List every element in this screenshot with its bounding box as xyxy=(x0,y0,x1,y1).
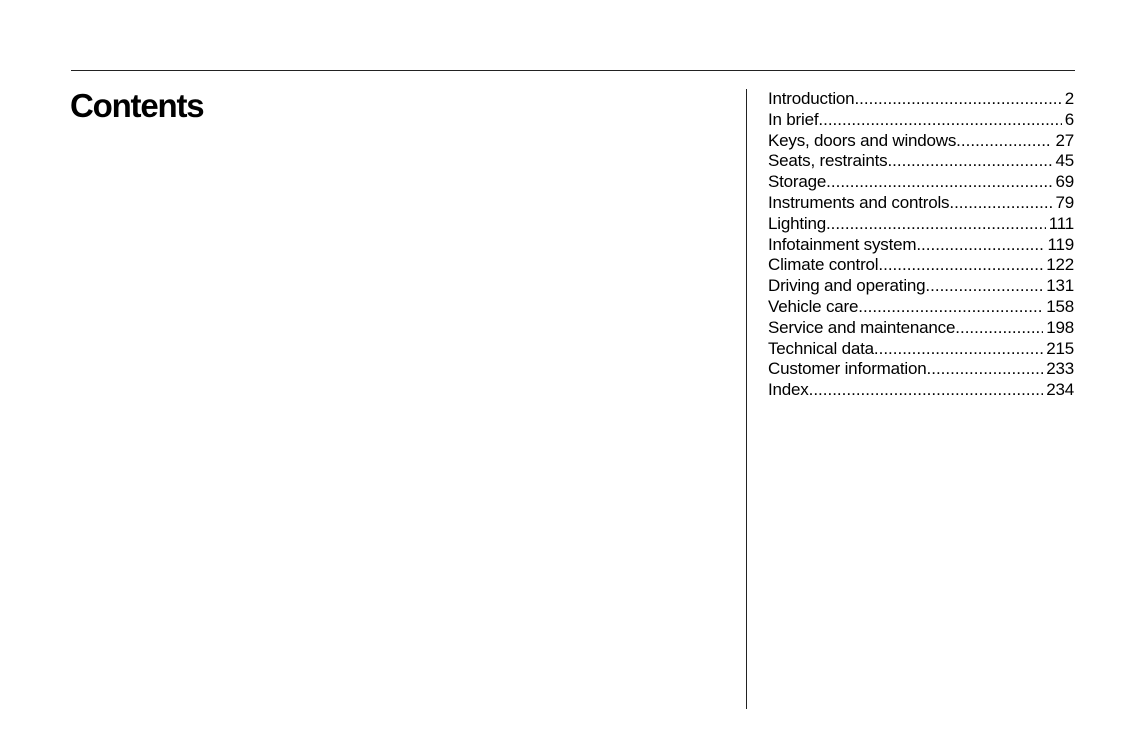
column-divider xyxy=(746,89,747,709)
toc-entry-page: 131 xyxy=(1046,276,1074,296)
toc-entry-customer-information[interactable] xyxy=(768,359,1074,380)
toc-entry-page: 215 xyxy=(1046,338,1074,358)
toc-entry-label: Lighting xyxy=(768,213,826,233)
toc-entry-page: 6 xyxy=(1064,109,1074,129)
toc-entry-lighting[interactable] xyxy=(768,214,1074,235)
toc-entry-service-maintenance[interactable] xyxy=(768,318,1074,339)
toc-entry-label: Driving and operating xyxy=(768,276,926,296)
toc-dot-leader xyxy=(927,359,1044,380)
toc-entry-label: Index xyxy=(768,380,809,400)
toc-entry-technical-data[interactable] xyxy=(768,339,1074,360)
toc-entry-label: Seats, restraints xyxy=(768,151,888,171)
toc-entry-label: Climate control xyxy=(768,255,879,275)
toc-entry-page: 119 xyxy=(1047,234,1074,254)
toc-entry-label: Instruments and controls xyxy=(768,192,950,212)
toc-entry-label: Keys, doors and windows xyxy=(768,130,957,150)
toc-entry-page: 122 xyxy=(1046,255,1074,275)
toc-entry-introduction[interactable] xyxy=(768,89,1074,110)
toc-dot-leader xyxy=(858,297,1043,318)
toc-entry-page: 27 xyxy=(1055,130,1074,150)
toc-entry-in-brief[interactable] xyxy=(768,110,1074,131)
toc-entry-label: Infotainment system xyxy=(768,234,917,254)
toc-dot-leader xyxy=(956,131,1052,152)
toc-dot-leader xyxy=(809,380,1044,401)
toc-entry-label: Customer information xyxy=(768,359,927,379)
toc-entry-driving-operating[interactable] xyxy=(768,276,1074,297)
toc-dot-leader xyxy=(826,172,1052,193)
toc-dot-leader xyxy=(916,235,1044,256)
toc-entry-infotainment-system[interactable] xyxy=(768,235,1074,256)
toc-dot-leader xyxy=(949,193,1052,214)
toc-dot-leader xyxy=(854,89,1061,110)
toc-entry-keys-doors-windows[interactable] xyxy=(768,131,1074,152)
toc-dot-leader xyxy=(818,110,1061,131)
toc-entry-page: 111 xyxy=(1048,213,1074,233)
toc-entry-label: Storage xyxy=(768,172,827,192)
toc-entry-label: Vehicle care xyxy=(768,296,859,316)
toc-entry-page: 2 xyxy=(1064,89,1074,108)
toc-dot-leader xyxy=(878,255,1043,276)
toc-entry-label: In brief xyxy=(768,109,819,129)
toc-dot-leader xyxy=(955,318,1043,339)
toc-entry-vehicle-care[interactable] xyxy=(768,297,1074,318)
toc-entry-page: 158 xyxy=(1046,296,1074,316)
toc-entry-label: Introduction xyxy=(768,89,855,108)
toc-dot-leader xyxy=(925,276,1043,297)
toc-entry-seats-restraints[interactable] xyxy=(768,151,1074,172)
toc-entry-label: Service and maintenance xyxy=(768,317,956,337)
toc-entry-page: 234 xyxy=(1046,380,1074,400)
toc-entry-page: 69 xyxy=(1055,172,1074,192)
table-of-contents xyxy=(768,89,1074,401)
toc-entry-index[interactable] xyxy=(768,380,1074,401)
toc-entry-instruments-controls[interactable] xyxy=(768,193,1074,214)
toc-entry-page: 45 xyxy=(1055,151,1074,171)
toc-entry-page: 198 xyxy=(1046,317,1074,337)
toc-entry-page: 79 xyxy=(1055,192,1074,212)
toc-entry-storage[interactable] xyxy=(768,172,1074,193)
toc-entry-label: Technical data xyxy=(768,338,874,358)
toc-dot-leader xyxy=(874,339,1043,360)
toc-dot-leader xyxy=(826,214,1046,235)
toc-dot-leader xyxy=(887,151,1052,172)
toc-entry-climate-control[interactable] xyxy=(768,255,1074,276)
page-title: Contents xyxy=(70,87,204,124)
toc-entry-page: 233 xyxy=(1046,359,1074,379)
top-rule xyxy=(71,70,1075,71)
